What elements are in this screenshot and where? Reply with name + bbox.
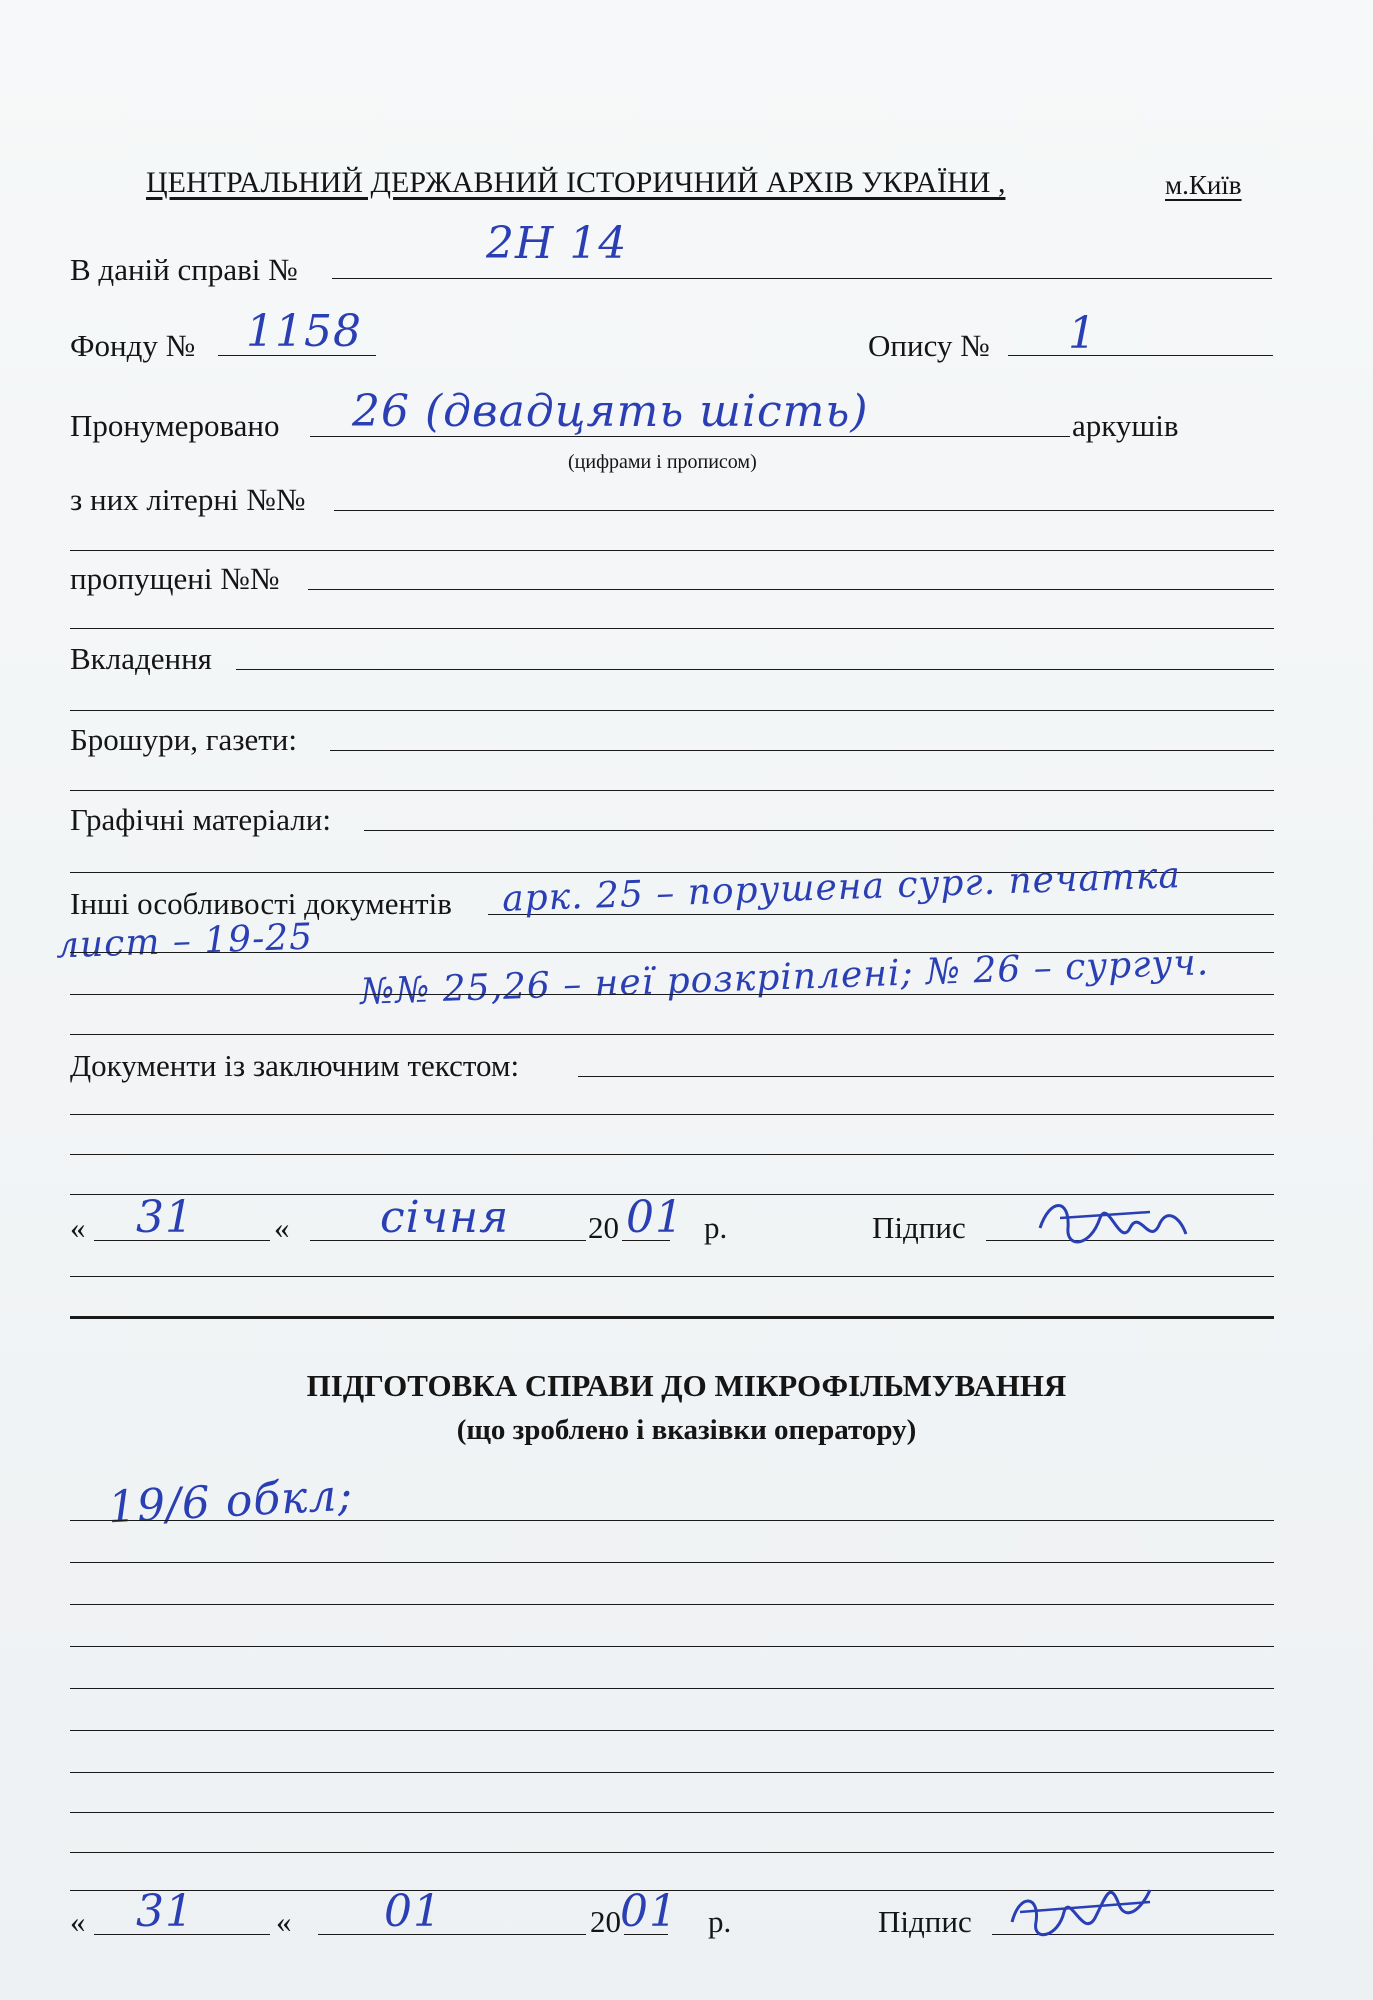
section2-line-6	[70, 1730, 1274, 1731]
opys-line	[1008, 355, 1273, 356]
date1-sign-label: Підпис	[872, 1210, 966, 1245]
missed-line-2	[70, 628, 1274, 629]
brochures-line-1	[330, 750, 1274, 751]
date1-month: січня	[380, 1192, 510, 1243]
section2-line-5	[70, 1688, 1274, 1689]
date2-r: р.	[708, 1904, 732, 1939]
final-text-line-1	[578, 1076, 1274, 1077]
section2-subtitle: (що зроблено і вказівки оператору)	[456, 1414, 917, 1446]
date2-year-prefix: 20	[590, 1904, 621, 1939]
archive-name: ЦЕНТРАЛЬНИЙ ДЕРЖАВНИЙ ІСТОРИЧНИЙ АРХІВ УКРАЇНИ ,	[146, 166, 1006, 199]
graphics-label: Графічні матеріали:	[70, 802, 331, 837]
signature-2	[1000, 1872, 1160, 1962]
section2-title: ПІДГОТОВКА СПРАВИ ДО МІКРОФІЛЬМУВАННЯ	[306, 1368, 1067, 1403]
date1-day: 31	[136, 1192, 194, 1243]
archive-city: м.Київ	[1165, 170, 1242, 200]
other-label: Інші особливості документів	[70, 886, 452, 921]
section2-line-7	[70, 1772, 1274, 1773]
section2-line-8	[70, 1812, 1274, 1813]
attachments-label: Вкладення	[70, 641, 212, 676]
section2-line-1	[70, 1520, 1274, 1521]
section2-line-2	[70, 1562, 1274, 1563]
date2-sign-label: Підпис	[878, 1904, 972, 1939]
case-line	[332, 278, 1272, 279]
missed-label: пропущені №№	[70, 561, 280, 596]
letter-line-1	[334, 510, 1274, 511]
final-text-line-2	[70, 1114, 1274, 1115]
section-divider	[70, 1316, 1274, 1319]
date2-month-line	[318, 1934, 586, 1935]
numbered-label: Пронумеровано	[70, 408, 280, 443]
letter-line-2	[70, 550, 1274, 551]
signature-1	[1030, 1188, 1190, 1268]
brochures-line-2	[70, 790, 1274, 791]
brochures-label: Брошури, газети:	[70, 722, 297, 757]
other-value-3: №№ 25,26 – неї розкріплені; № 26 – сургуч.	[359, 942, 1210, 1013]
final-text-line-3	[70, 1154, 1274, 1155]
case-value: 2Н 14	[486, 218, 628, 269]
case-label: В даній справі №	[70, 252, 298, 287]
date2-month: 01	[384, 1886, 442, 1937]
numbered-value: 26 (двадцять шість)	[352, 386, 869, 437]
date1-r: р.	[704, 1210, 728, 1245]
other-line-4	[70, 1034, 1274, 1035]
fond-label: Фонду №	[70, 328, 196, 363]
date1-year-suffix: 01	[626, 1192, 684, 1243]
missed-line-1	[308, 589, 1274, 590]
final-text-label: Документи із заключним текстом:	[70, 1048, 520, 1083]
section2-note: 19/6 обкл;	[106, 1469, 355, 1534]
fond-value: 1158	[246, 306, 362, 357]
date1-year-prefix: 20	[588, 1210, 619, 1245]
date2-quote-open: «	[70, 1904, 86, 1939]
date2-day: 31	[136, 1886, 194, 1937]
date1-extra-line	[70, 1276, 1274, 1277]
section2-line-9	[70, 1852, 1274, 1853]
date2-year-suffix: 01	[620, 1886, 678, 1937]
other-value-1: арк. 25 – порушена сург. печатка	[501, 855, 1182, 920]
section2-line-4	[70, 1646, 1274, 1647]
graphics-line-1	[364, 830, 1274, 831]
other-line-3	[70, 994, 1274, 995]
numbered-suffix: аркушів	[1072, 408, 1179, 443]
letter-label: з них літерні №№	[70, 482, 306, 517]
attachments-line-1	[236, 669, 1274, 670]
numbered-hint: (цифрами і прописом)	[568, 451, 757, 473]
opys-value: 1	[1068, 308, 1097, 359]
date2-quote-mid: «	[276, 1904, 292, 1939]
attachments-line-2	[70, 710, 1274, 711]
date1-quote-open: «	[70, 1210, 86, 1245]
section2-line-3	[70, 1604, 1274, 1605]
date1-quote-mid: «	[274, 1210, 290, 1245]
opys-label: Опису №	[868, 328, 990, 363]
other-value-2: лист – 19-25	[55, 916, 314, 967]
